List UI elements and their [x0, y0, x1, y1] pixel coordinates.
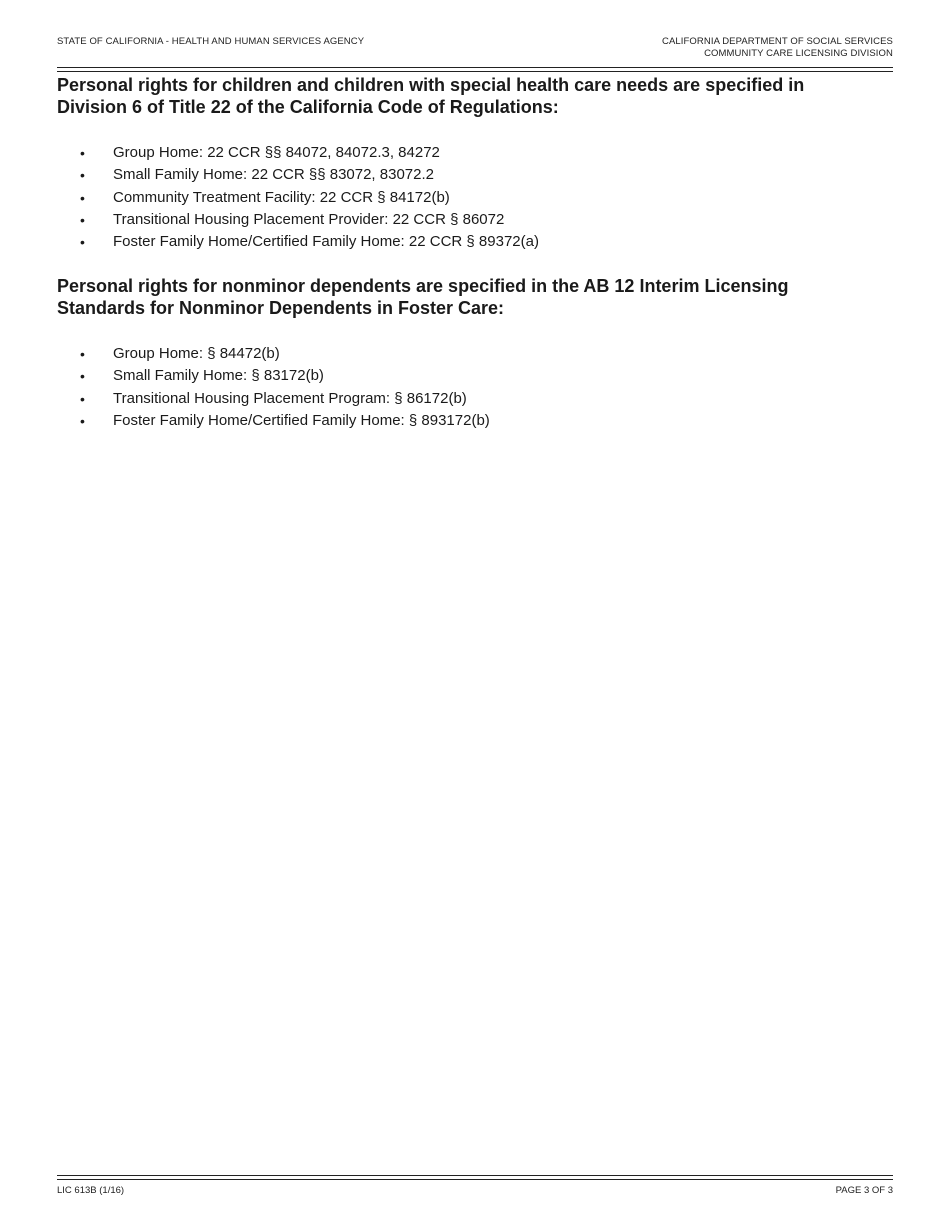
footer-divider: [57, 1175, 893, 1180]
bullet-icon: •: [80, 234, 85, 251]
division-name: COMMUNITY CARE LICENSING DIVISION: [704, 48, 893, 59]
bullet-icon: •: [80, 211, 85, 228]
section-heading-nonminor: [57, 275, 857, 319]
list-item-text: Group Home: 22 CCR §§ 84072, 84072.3, 84272: [113, 144, 440, 161]
list-item-text: Small Family Home: § 83172(b): [113, 367, 324, 385]
section-heading-children: [57, 74, 857, 118]
heading-line: Personal rights for nonminor dependents are specified in the AB 12 Interim Licensing: [57, 276, 789, 296]
bullet-icon: •: [80, 189, 85, 206]
page-number: PAGE 3 OF 3: [835, 1185, 893, 1196]
list-item-text: Small Family Home: 22 CCR §§ 83072, 83072.2: [113, 166, 434, 184]
department-block: [662, 36, 893, 60]
list-item-text: Group Home: § 84472(b): [113, 345, 280, 362]
bullet-icon: •: [80, 145, 85, 161]
bullet-icon: •: [80, 412, 85, 429]
list-item-text: Foster Family Home/Certified Family Home: § 893172(b): [113, 411, 490, 429]
document-page: [57, 0, 893, 1230]
heading-line: Division 6 of Title 22 of the California Code of Regulations:: [57, 97, 559, 117]
list-item-text: Transitional Housing Placement Provider: 22 CCR § 86072: [113, 210, 505, 228]
agency-name: STATE OF CALIFORNIA - HEALTH AND HUMAN SERVICES AGENCY: [57, 36, 365, 47]
list-item-text: Transitional Housing Placement Program: § 86172(b): [113, 389, 467, 407]
heading-line: Standards for Nonminor Dependents in Foster Care:: [57, 298, 505, 318]
bullet-icon: •: [80, 346, 85, 362]
header-divider: [57, 67, 893, 72]
bullet-icon: •: [80, 390, 85, 407]
list-item-text: Foster Family Home/Certified Family Home: 22 CCR § 89372(a): [113, 233, 539, 251]
department-name: CALIFORNIA DEPARTMENT OF SOCIAL SERVICES: [662, 36, 893, 47]
list-item-text: Community Treatment Facility: 22 CCR § 84172(b): [113, 188, 450, 206]
page-header: [57, 36, 893, 60]
heading-line: Personal rights for children and children with special health care needs are specified in: [57, 75, 805, 95]
bullet-icon: •: [80, 167, 85, 184]
form-id: LIC 613B (1/16): [57, 1185, 125, 1196]
bullet-icon: •: [80, 368, 85, 385]
